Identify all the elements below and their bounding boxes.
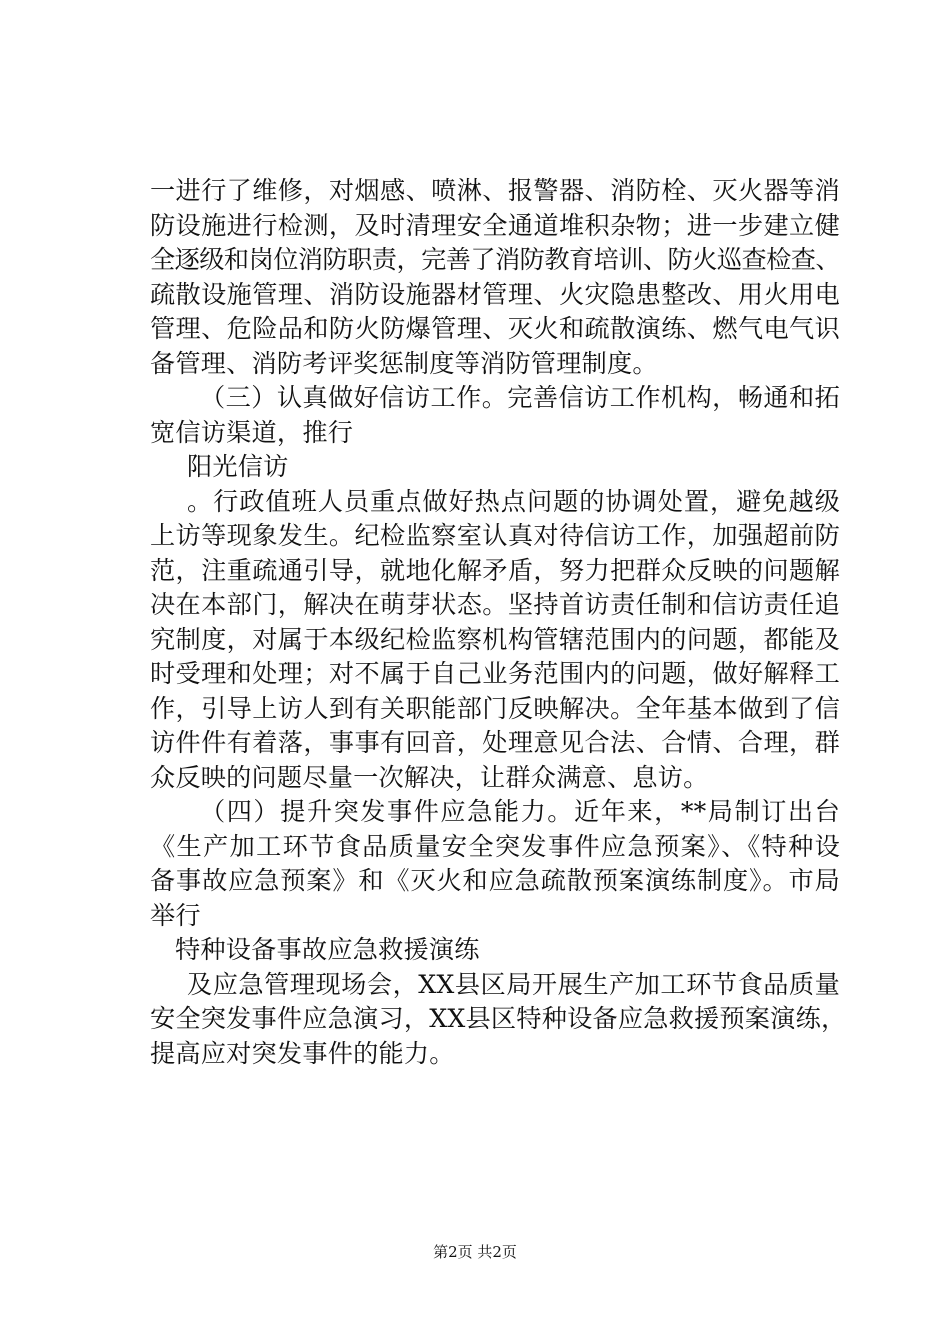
text-line: 备管理、消防考评奖惩制度等消防管理制度。 [150, 348, 658, 378]
text-line: 安全突发事件应急演习，XX县区特种设备应急救援预案演练， [150, 1004, 847, 1033]
text-line: 宽信访渠道，推行 [150, 417, 354, 447]
section-heading-line: （三）认真做好信访工作。完善信访工作机构，畅通和拓 [200, 383, 840, 412]
text-line: 一进行了维修，对烟感、喷淋、报警器、消防栓、灭火器等消 [150, 176, 840, 205]
text-line: 。行政值班人员重点做好热点问题的协调处置，避免越级 [187, 486, 840, 516]
text-line: 提高应对突发事件的能力。 [150, 1038, 455, 1068]
text-line: 防设施进行检测，及时清理安全通道堆积杂物；进一步建立健 [150, 210, 840, 240]
text-line: 访件件有着落，事事有回音，处理意见合法、合情、合理，群 [150, 728, 840, 757]
text-line: 举行 [150, 900, 201, 930]
text-line: 及应急管理现场会，XX县区局开展生产加工环节食品质量 [187, 969, 840, 999]
text-line: 全逐级和岗位消防职责，完善了消防教育培训、防火巡查检查、 [150, 245, 840, 274]
text-line: 决在本部门，解决在萌芽状态。坚持首访责任制和信访责任追 [150, 590, 840, 619]
highlight-phrase: 阳光信访 [187, 452, 289, 481]
text-line: 范，注重疏通引导，就地化解矛盾，努力把群众反映的问题解 [150, 555, 840, 585]
text-line: 疏散设施管理、消防设施器材管理、火灾隐患整改、用火用电 [150, 279, 840, 309]
text-line: 作，引导上访人到有关职能部门反映解决。全年基本做到了信 [150, 693, 840, 723]
text-line: 备事故应急预案》和《灭火和应急疏散预案演练制度》。市局 [150, 866, 840, 895]
document-body [150, 174, 847, 1071]
highlight-phrase: 特种设备事故应急救援演练 [175, 935, 480, 964]
text-line: 究制度，对属于本级纪检监察机构管辖范围内的问题，都能及 [150, 624, 840, 654]
text-line: 时受理和处理；对不属于自己业务范围内的问题，做好解释工 [150, 659, 840, 688]
text-line: 上访等现象发生。纪检监察室认真对待信访工作，加强超前防 [150, 521, 840, 550]
text-line: 众反映的问题尽量一次解决，让群众满意、息访。 [150, 762, 709, 792]
text-line: 管理、危险品和防火防爆管理、灭火和疏散演练、燃气电气识 [150, 314, 840, 343]
section-heading-line: （四）提升突发事件应急能力。近年来，**局制订出台 [200, 797, 840, 826]
page-number-footer: 第2页 共2页 [433, 1243, 517, 1261]
text-line: 《生产加工环节食品质量安全突发事件应急预案》、《特种设 [150, 831, 840, 861]
